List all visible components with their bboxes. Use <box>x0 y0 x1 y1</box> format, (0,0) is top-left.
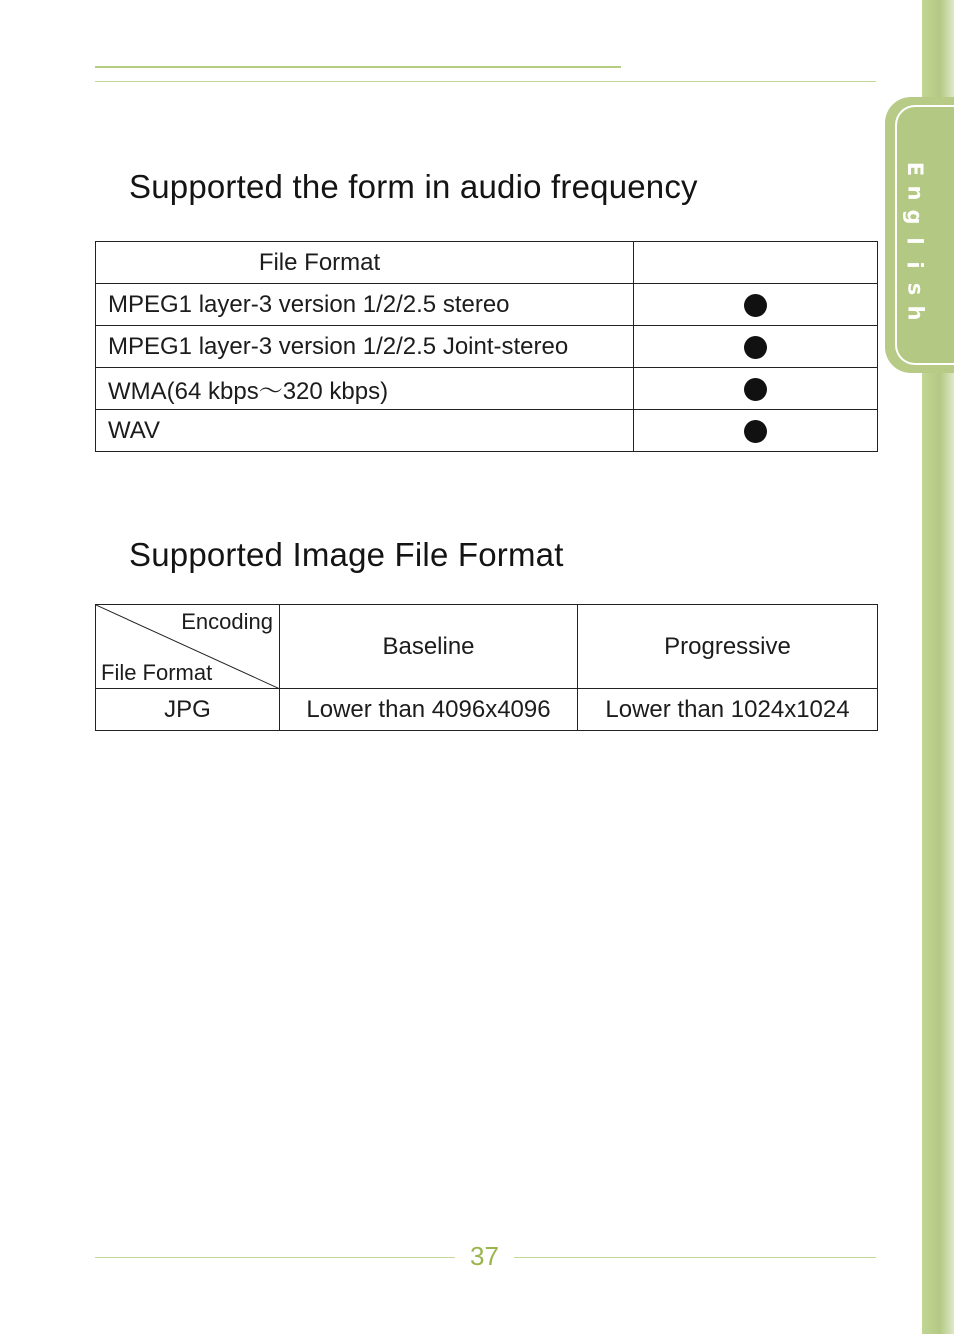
table-row <box>96 368 878 410</box>
header-rule-thick <box>95 66 621 68</box>
baseline-cell: Lower than 4096x4096 <box>280 689 578 731</box>
language-letter: s <box>903 282 927 296</box>
language-letter: n <box>902 185 927 201</box>
language-letter: i <box>902 261 927 269</box>
support-header-cell <box>634 242 878 284</box>
image-section-title: Supported Image File Format <box>129 536 564 573</box>
supported-dot-icon <box>744 294 767 317</box>
image-format-table <box>95 604 878 731</box>
encoding-label: Encoding <box>181 609 273 634</box>
audio-format-table <box>95 241 878 452</box>
supported-dot-icon <box>744 378 767 401</box>
support-cell <box>634 368 878 410</box>
language-tab-label <box>900 157 930 337</box>
header-rule-thin <box>95 81 876 82</box>
language-letter: E <box>902 161 927 177</box>
table-row <box>96 326 878 368</box>
format-cell: MPEG1 layer-3 version 1/2/2.5 Joint-stereo <box>96 326 634 368</box>
format-cell: WMA(64 kbps～320 kbps) <box>96 368 634 410</box>
format-cell: MPEG1 layer-3 version 1/2/2.5 stereo <box>96 284 634 326</box>
audio-section-title: Supported the form in audio frequency <box>129 168 698 205</box>
progressive-cell: Lower than 1024x1024 <box>578 689 878 731</box>
column-header-baseline: Baseline <box>280 605 578 689</box>
table-row <box>96 410 878 452</box>
format-cell: JPG <box>96 689 280 731</box>
footer-rule-right <box>514 1257 876 1258</box>
table-row <box>96 284 878 326</box>
table-header-row <box>96 605 878 689</box>
language-letter: h <box>902 305 927 321</box>
format-cell: WAV <box>96 410 634 452</box>
table-row <box>96 689 878 731</box>
page-number: 37 <box>470 1241 499 1271</box>
support-cell <box>634 284 878 326</box>
file-format-header: File Format <box>96 242 634 284</box>
support-cell <box>634 326 878 368</box>
column-header-progressive: Progressive <box>578 605 878 689</box>
footer-rule-left <box>95 1257 455 1258</box>
table-header-row <box>96 242 878 284</box>
supported-dot-icon <box>744 420 767 443</box>
support-cell <box>634 410 878 452</box>
language-letter: l <box>902 237 927 245</box>
diagonal-header-cell <box>96 605 280 689</box>
supported-dot-icon <box>744 336 767 359</box>
file-format-label: File Format <box>101 660 213 685</box>
language-letter: g <box>902 209 927 225</box>
